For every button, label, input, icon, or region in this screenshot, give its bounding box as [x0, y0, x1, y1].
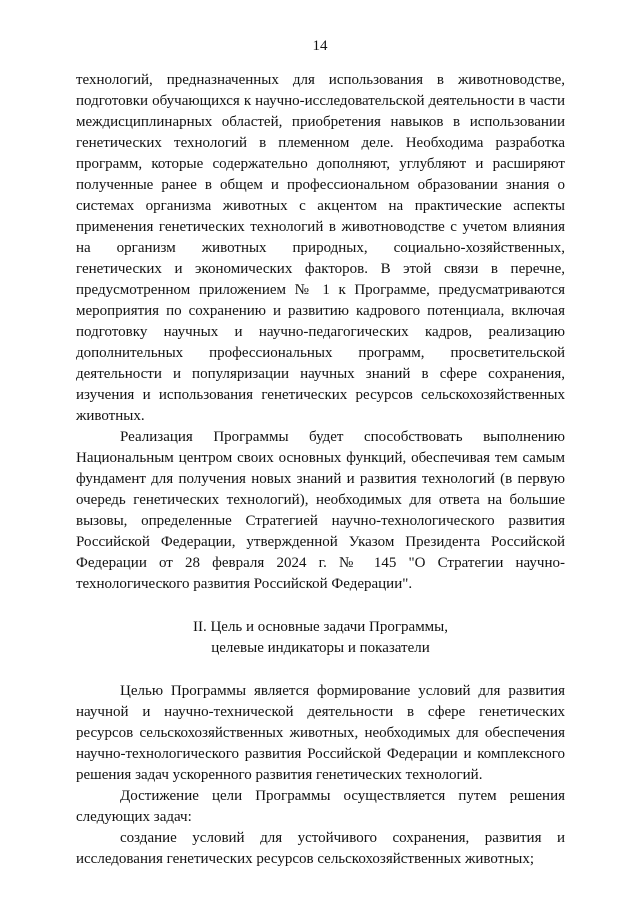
paragraph-program-implementation: Реализация Программы будет способствовать выполнению Национальным центром своих основных функций, обеспечивая тем самым фундамент для получения новых знаний и развития технологий (в первую очередь генетических технологий), необходимых для ответа на большие вызовы, определенные Стратегией научно-технологического развития Российской Федерации, утвержденной Указом Президента Российской Федерации от 28 февраля 2024 г. № 145 "О Стратегии научно-технологического развития Российской Федерации". [76, 429, 565, 592]
paragraph-goal-achievement: Достижение цели Программы осуществляется путем решения следующих задач: [76, 788, 565, 825]
paragraph-continuation: технологий, предназначенных для использования в животноводстве, подготовки обучающихся к научно-исследовательской деятельности в части междисциплинарных областей, приобретения навыков в использовании генетических технологий в племенном деле. Необходима разработка программ, которые содержательно дополняют, углубляют и расширяют полученные ранее в общем и профессиональном образовании знания о системах организма животных с акцентом на практические аспекты применения генетических технологий в животноводстве с учетом влияния на организм животных природных, социально-хозяйственных, генетических и экономических факторов. В этой связи в перечне, предусмотренном приложением № 1 к Программе, предусматриваются мероприятия по сохранению и развитию кадрового потенциала, включая подготовку научных и научно-педагогических кадров, реализацию дополнительных профессиональных программ, просветительской деятельности и популяризации научных знаний в сфере сохранения, изучения и использования генетических ресурсов сельскохозяйственных животных. [76, 72, 565, 424]
page-number: 14 [312, 38, 328, 54]
section-heading-line-2: целевые индикаторы и показатели [211, 640, 430, 656]
paragraph-program-goal: Целью Программы является формирование условий для развития научной и научно-технической деятельности в сфере генетических ресурсов сельскохозяйственных животных, необходимых для обеспечения научно-технологического развития Российской Федерации и комплексного решения задач ускоренного развития генетических технологий. [76, 683, 565, 783]
document-body [76, 70, 565, 870]
section-heading-line-1: II. Цель и основные задачи Программы, [192, 619, 449, 635]
section-heading [76, 617, 565, 659]
paragraph-task-item: создание условий для устойчивого сохранения, развития и исследования генетических ресурсов сельскохозяйственных животных; [76, 830, 565, 867]
